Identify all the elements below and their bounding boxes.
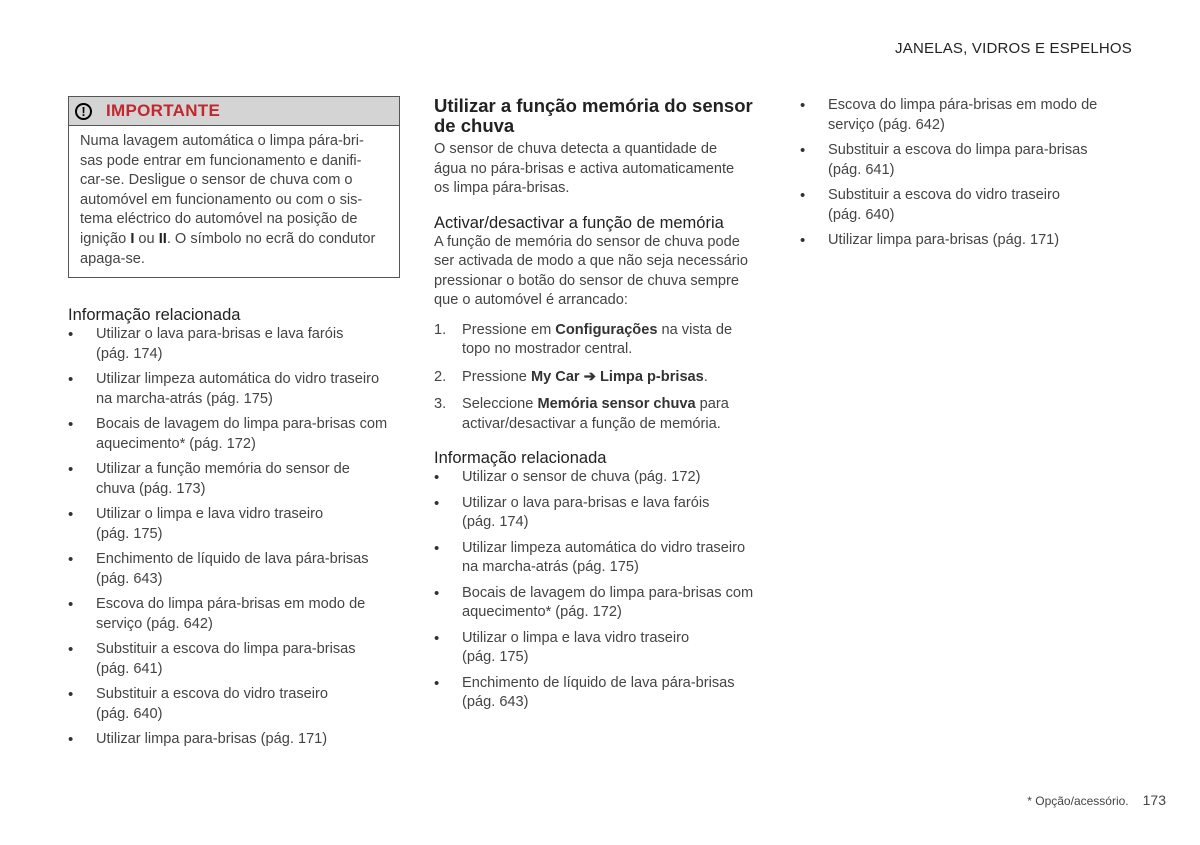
important-line: sas pode entrar em funcionamento e danifi-	[80, 152, 362, 169]
column-right	[800, 96, 1132, 257]
page-footer	[1027, 792, 1166, 808]
related-link-item[interactable]: • Utilizar limpa para-brisas (pág. 171)	[800, 231, 1132, 251]
related-link-item[interactable]: • Enchimento de líquido de lava pára-brisas (pág. 643)	[68, 550, 400, 589]
section-intro: O sensor de chuva detecta a quantidade de água no pára-brisas e activa automaticamente os limpa pára-brisas.	[434, 141, 735, 196]
important-text	[69, 126, 399, 277]
important-line: Numa lavagem automática o limpa pára-bri-	[80, 133, 364, 149]
related-link-item[interactable]: • Utilizar o limpa e lava vidro traseiro (pág. 175)	[68, 505, 400, 544]
important-line: apaga-se.	[80, 250, 145, 267]
related-list	[800, 96, 1132, 251]
column-left	[68, 96, 400, 756]
important-line: car-se. Desligue o sensor de chuva com o	[80, 172, 353, 189]
related-link-item[interactable]: • Utilizar limpa para-brisas (pág. 171)	[68, 730, 400, 750]
page-number: 173	[1142, 792, 1166, 808]
related-link-item[interactable]: • Utilizar limpeza automática do vidro traseiro na marcha-atrás (pág. 175)	[434, 539, 766, 578]
arrow-icon: ➔	[583, 368, 596, 385]
page-header: JANELAS, VIDROS E ESPELHOS	[895, 40, 1132, 57]
important-line: ignição I ou II. O símbolo no ecrã do condutor	[80, 230, 376, 247]
related-link-item[interactable]: • Utilizar o sensor de chuva (pág. 172)	[434, 468, 766, 488]
related-link-item[interactable]: • Substituir a escova do limpa para-brisas (pág. 641)	[800, 141, 1132, 180]
related-link-item[interactable]: • Substituir a escova do vidro traseiro (pág. 640)	[800, 186, 1132, 225]
step-item: 3. Seleccione Memória sensor chuva para activar/desactivar a função de memória.	[434, 396, 729, 432]
footnote: * Opção/acessório.	[1027, 794, 1129, 808]
related-list	[434, 468, 766, 713]
subsection-heading: Activar/desactivar a função de memória	[434, 213, 724, 232]
related-link-item[interactable]: • Bocais de lavagem do limpa para-brisas com aquecimento* (pág. 172)	[434, 584, 766, 623]
related-link-item[interactable]: • Utilizar limpeza automática do vidro traseiro na marcha-atrás (pág. 175)	[68, 370, 400, 409]
related-link-item[interactable]: • Substituir a escova do vidro traseiro (pág. 640)	[68, 685, 400, 724]
related-heading: Informação relacionada	[434, 449, 607, 467]
related-list	[68, 325, 400, 750]
related-link-item[interactable]: • Utilizar o lava para-brisas e lava faróis (pág. 174)	[68, 325, 400, 364]
subsection-body: A função de memória do sensor de chuva pode ser activada de modo a que não seja necessário pressionar o botão do sensor de chuva sempre que o automóvel é arrancado:	[434, 233, 748, 308]
steps-list	[434, 321, 766, 435]
related-link-item[interactable]: • Substituir a escova do limpa para-brisas (pág. 641)	[68, 640, 400, 679]
step-item: 2. Pressione My Car ➔ Limpa p-brisas.	[434, 368, 708, 385]
important-line: tema eléctrico do automóvel na posição de	[80, 211, 358, 228]
important-line: automóvel em funcionamento ou com o sis-	[80, 191, 363, 208]
important-header	[69, 97, 399, 126]
important-title: IMPORTANTE	[106, 101, 221, 120]
related-link-item[interactable]: • Utilizar o lava para-brisas e lava faróis (pág. 174)	[434, 494, 766, 533]
related-link-item[interactable]: • Escova do limpa pára-brisas em modo de serviço (pág. 642)	[68, 595, 400, 634]
related-link-item[interactable]: • Utilizar a função memória do sensor de chuva (pág. 173)	[68, 460, 400, 499]
step-item: 1. Pressione em Configurações na vista de topo no mostrador central.	[434, 321, 733, 357]
important-box	[68, 96, 400, 278]
related-link-item[interactable]: • Bocais de lavagem do limpa para-brisas com aquecimento* (pág. 172)	[68, 415, 400, 454]
related-link-item[interactable]: • Escova do limpa pára-brisas em modo de serviço (pág. 642)	[800, 96, 1132, 135]
related-heading: Informação relacionada	[68, 306, 241, 325]
section-title: Utilizar a função memória do sensor de chuva	[434, 95, 753, 136]
related-link-item[interactable]: • Enchimento de líquido de lava pára-brisas (pág. 643)	[434, 674, 766, 713]
related-link-item[interactable]: • Utilizar o limpa e lava vidro traseiro (pág. 175)	[434, 629, 766, 668]
exclamation-circle-icon: !	[75, 103, 92, 120]
column-middle	[434, 96, 766, 719]
